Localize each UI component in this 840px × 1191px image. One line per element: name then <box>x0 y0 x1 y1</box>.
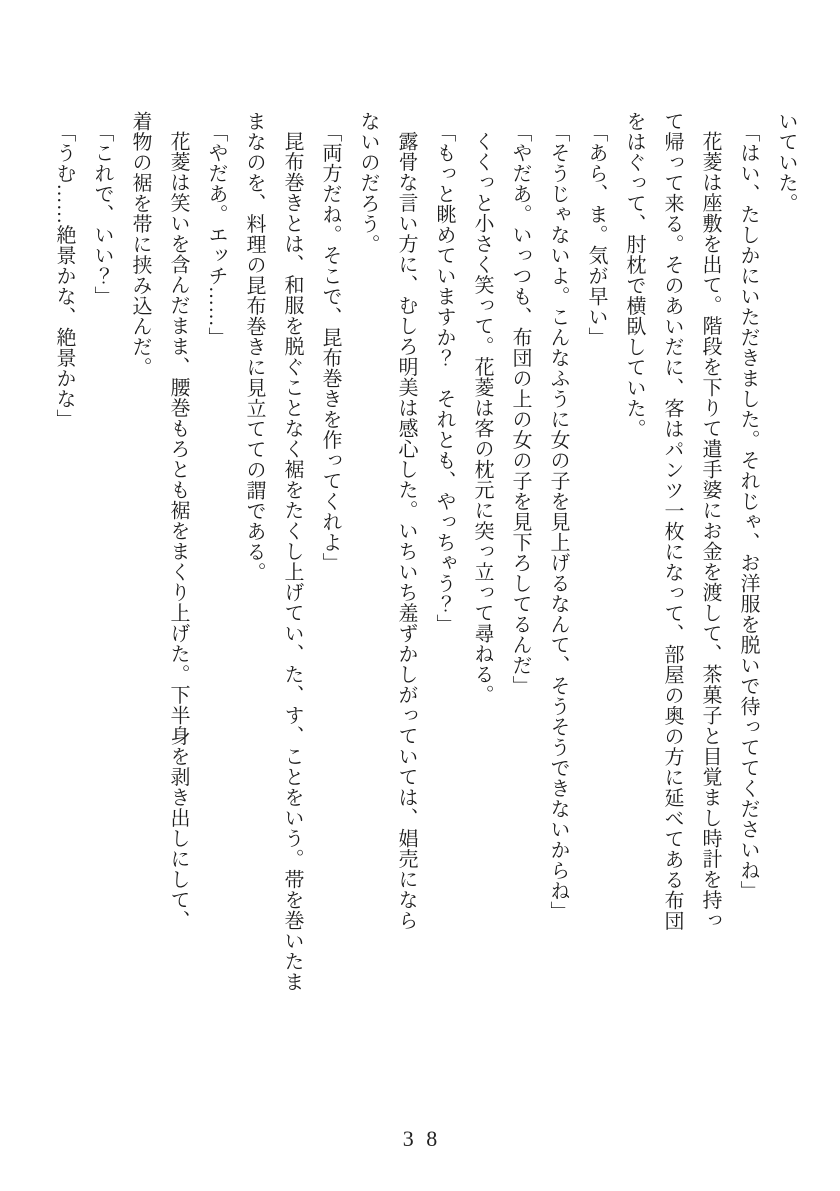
text-line: くくっと小さく笑って。花菱は客の枕元に突っ立って尋ねる。 <box>471 131 493 705</box>
text-line: 花菱は座敷を出て。階段を下りて遣手婆にお金を渡して、茶菓子と目覚まし時計を持っ <box>699 131 721 931</box>
text-line: 「うむ……絶景かな、絶景かな」 <box>53 122 75 430</box>
text-line: をはぐって、肘枕で横臥していた。 <box>623 111 645 439</box>
text-line: 「あら、ま。気が早い」 <box>585 122 607 348</box>
text-line: 露骨な言い方に、むしろ明美は感心した。いちいち羞ずかしがっていては、娼売になら <box>395 131 417 931</box>
text-line: 着物の裾を帯に挟み込んだ。 <box>129 111 151 378</box>
text-line: 「やだあ。いっつも、布団の上の女の子を見下ろしてるんだ」 <box>509 122 531 696</box>
text-line: 「これで、いい？」 <box>91 122 113 307</box>
text-line: 「両方だね。そこで、昆布巻きを作ってくれよ」 <box>319 122 341 573</box>
text-line: いていた。 <box>775 111 797 214</box>
text-line: て帰って来る。そのあいだに、客はパンツ一枚になって、部屋の奥の方に延べてある布団 <box>661 111 683 931</box>
text-line: まなのを、料理の昆布巻きに見立てての謂である。 <box>243 111 265 583</box>
text-line: 「そうじゃないよ。こんなふうに女の子を見上げるなんて、そうそうできないからね」 <box>547 122 569 922</box>
text-line: 花菱は笑いを含んだまま、腰巻もろとも裾をまくり上げた。下半身を剥き出しにして、 <box>167 131 189 931</box>
text-line: 「もっと眺めていますか？ それとも、やっちゃう？」 <box>433 122 455 635</box>
text-line: 「はい、たしかにいただきました。それじゃ、お洋服を脱いで待っててくださいね」 <box>737 122 759 901</box>
text-line: 昆布巻きとは、和服を脱ぐことなく裾をたくし上げてい、た、す、ことをいう。帯を巻いたま <box>281 131 303 992</box>
vertical-text-block <box>45 111 805 995</box>
text-line: 「やだあ。エッチ……」 <box>205 122 227 348</box>
text-line: ないのだろう。 <box>357 111 379 255</box>
page-number: 3 8 <box>402 1126 438 1151</box>
